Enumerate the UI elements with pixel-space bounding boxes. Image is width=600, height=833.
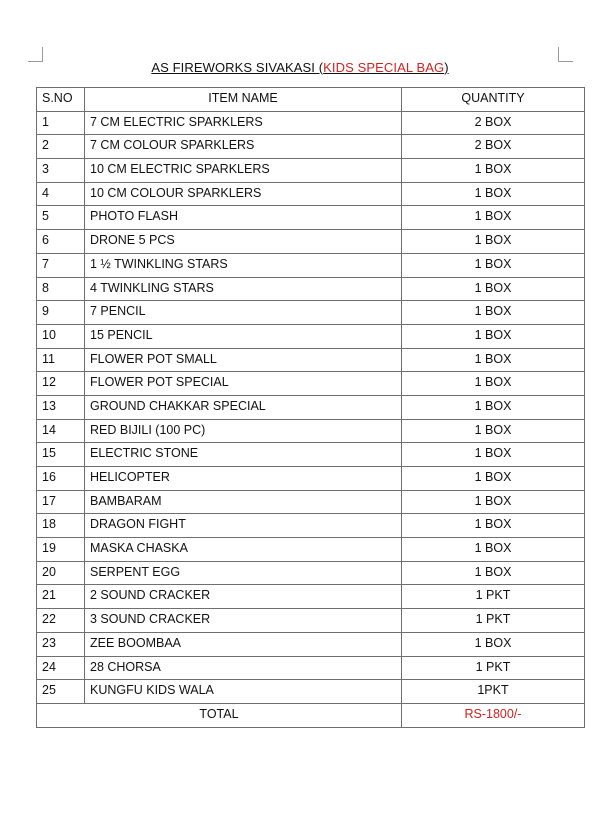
cell-sno: 18 [37,514,85,538]
table-row [37,159,585,183]
cell-item-name: 28 CHORSA [85,656,402,680]
cell-quantity: 1PKT [402,680,585,704]
cell-item-name: 3 SOUND CRACKER [85,609,402,633]
table-row [37,301,585,325]
items-table [36,87,585,728]
cell-item-name: 2 SOUND CRACKER [85,585,402,609]
cell-sno: 7 [37,253,85,277]
table-row [37,230,585,254]
cell-item-name: DRONE 5 PCS [85,230,402,254]
cell-quantity: 1 BOX [402,419,585,443]
cell-item-name: SERPENT EGG [85,561,402,585]
cell-quantity: 1 BOX [402,301,585,325]
cell-sno: 6 [37,230,85,254]
table-row [37,490,585,514]
table-row [37,656,585,680]
cell-item-name: 1 ½ TWINKLING STARS [85,253,402,277]
title-prefix: AS FIREWORKS SIVAKASI ( [151,60,324,75]
cell-sno: 16 [37,467,85,491]
cell-sno: 24 [37,656,85,680]
cell-item-name: ZEE BOOMBAA [85,632,402,656]
table-row [37,538,585,562]
cell-sno: 5 [37,206,85,230]
cell-quantity: 1 BOX [402,182,585,206]
cell-item-name: GROUND CHAKKAR SPECIAL [85,395,402,419]
table-row [37,443,585,467]
cell-sno: 23 [37,632,85,656]
table-row [37,372,585,396]
cell-sno: 21 [37,585,85,609]
cell-item-name: 10 CM ELECTRIC SPARKLERS [85,159,402,183]
cell-quantity: 1 BOX [402,467,585,491]
cell-item-name: 7 CM ELECTRIC SPARKLERS [85,111,402,135]
cell-sno: 9 [37,301,85,325]
cell-item-name: ELECTRIC STONE [85,443,402,467]
cell-sno: 25 [37,680,85,704]
cell-quantity: 1 BOX [402,632,585,656]
cell-quantity: 1 BOX [402,230,585,254]
table-row [37,182,585,206]
cell-sno: 19 [37,538,85,562]
cell-quantity: 2 BOX [402,111,585,135]
cell-item-name: MASKA CHASKA [85,538,402,562]
total-label: TOTAL [37,703,402,727]
table-row [37,419,585,443]
cell-item-name: RED BIJILI (100 PC) [85,419,402,443]
cell-quantity: 1 BOX [402,253,585,277]
total-value: RS-1800/- [402,703,585,727]
cell-item-name: 7 PENCIL [85,301,402,325]
document-title [0,60,600,75]
table-row [37,585,585,609]
cell-quantity: 1 BOX [402,443,585,467]
cell-sno: 10 [37,324,85,348]
cell-item-name: FLOWER POT SPECIAL [85,372,402,396]
cell-quantity: 1 PKT [402,609,585,633]
cell-sno: 1 [37,111,85,135]
cell-quantity: 1 BOX [402,206,585,230]
cell-sno: 14 [37,419,85,443]
header-quantity: QUANTITY [402,88,585,112]
cell-item-name: 4 TWINKLING STARS [85,277,402,301]
table-row [37,277,585,301]
table-header-row [37,88,585,112]
table-row [37,324,585,348]
cell-item-name: KUNGFU KIDS WALA [85,680,402,704]
cell-sno: 2 [37,135,85,159]
table-row [37,514,585,538]
cell-quantity: 1 BOX [402,324,585,348]
cell-quantity: 1 PKT [402,585,585,609]
cell-sno: 11 [37,348,85,372]
header-item-name: ITEM NAME [85,88,402,112]
cell-item-name: PHOTO FLASH [85,206,402,230]
cell-quantity: 1 BOX [402,159,585,183]
table-row [37,206,585,230]
cell-sno: 22 [37,609,85,633]
cell-quantity: 1 BOX [402,490,585,514]
table-row [37,395,585,419]
cell-quantity: 1 BOX [402,348,585,372]
title-highlight: KIDS SPECIAL BAG [323,60,445,75]
cell-sno: 20 [37,561,85,585]
table-row [37,561,585,585]
table-row [37,253,585,277]
table-row [37,609,585,633]
cell-item-name: BAMBARAM [85,490,402,514]
cell-quantity: 1 BOX [402,538,585,562]
table-row [37,467,585,491]
cell-item-name: HELICOPTER [85,467,402,491]
cell-quantity: 1 BOX [402,561,585,585]
table-row [37,135,585,159]
cell-sno: 4 [37,182,85,206]
cell-sno: 8 [37,277,85,301]
cell-item-name: 10 CM COLOUR SPARKLERS [85,182,402,206]
cell-quantity: 1 PKT [402,656,585,680]
cell-item-name: FLOWER POT SMALL [85,348,402,372]
cell-item-name: DRAGON FIGHT [85,514,402,538]
cell-sno: 13 [37,395,85,419]
cell-sno: 12 [37,372,85,396]
cell-quantity: 1 BOX [402,395,585,419]
cell-sno: 17 [37,490,85,514]
cell-quantity: 1 BOX [402,277,585,301]
cell-item-name: 15 PENCIL [85,324,402,348]
table-body [37,111,585,703]
table-row [37,632,585,656]
cell-quantity: 1 BOX [402,372,585,396]
title-suffix: ) [444,60,449,75]
table-row [37,680,585,704]
table-row [37,348,585,372]
header-sno: S.NO [37,88,85,112]
cell-quantity: 1 BOX [402,514,585,538]
cell-sno: 15 [37,443,85,467]
cell-quantity: 2 BOX [402,135,585,159]
cell-item-name: 7 CM COLOUR SPARKLERS [85,135,402,159]
total-row [37,703,585,727]
cell-sno: 3 [37,159,85,183]
table-row [37,111,585,135]
